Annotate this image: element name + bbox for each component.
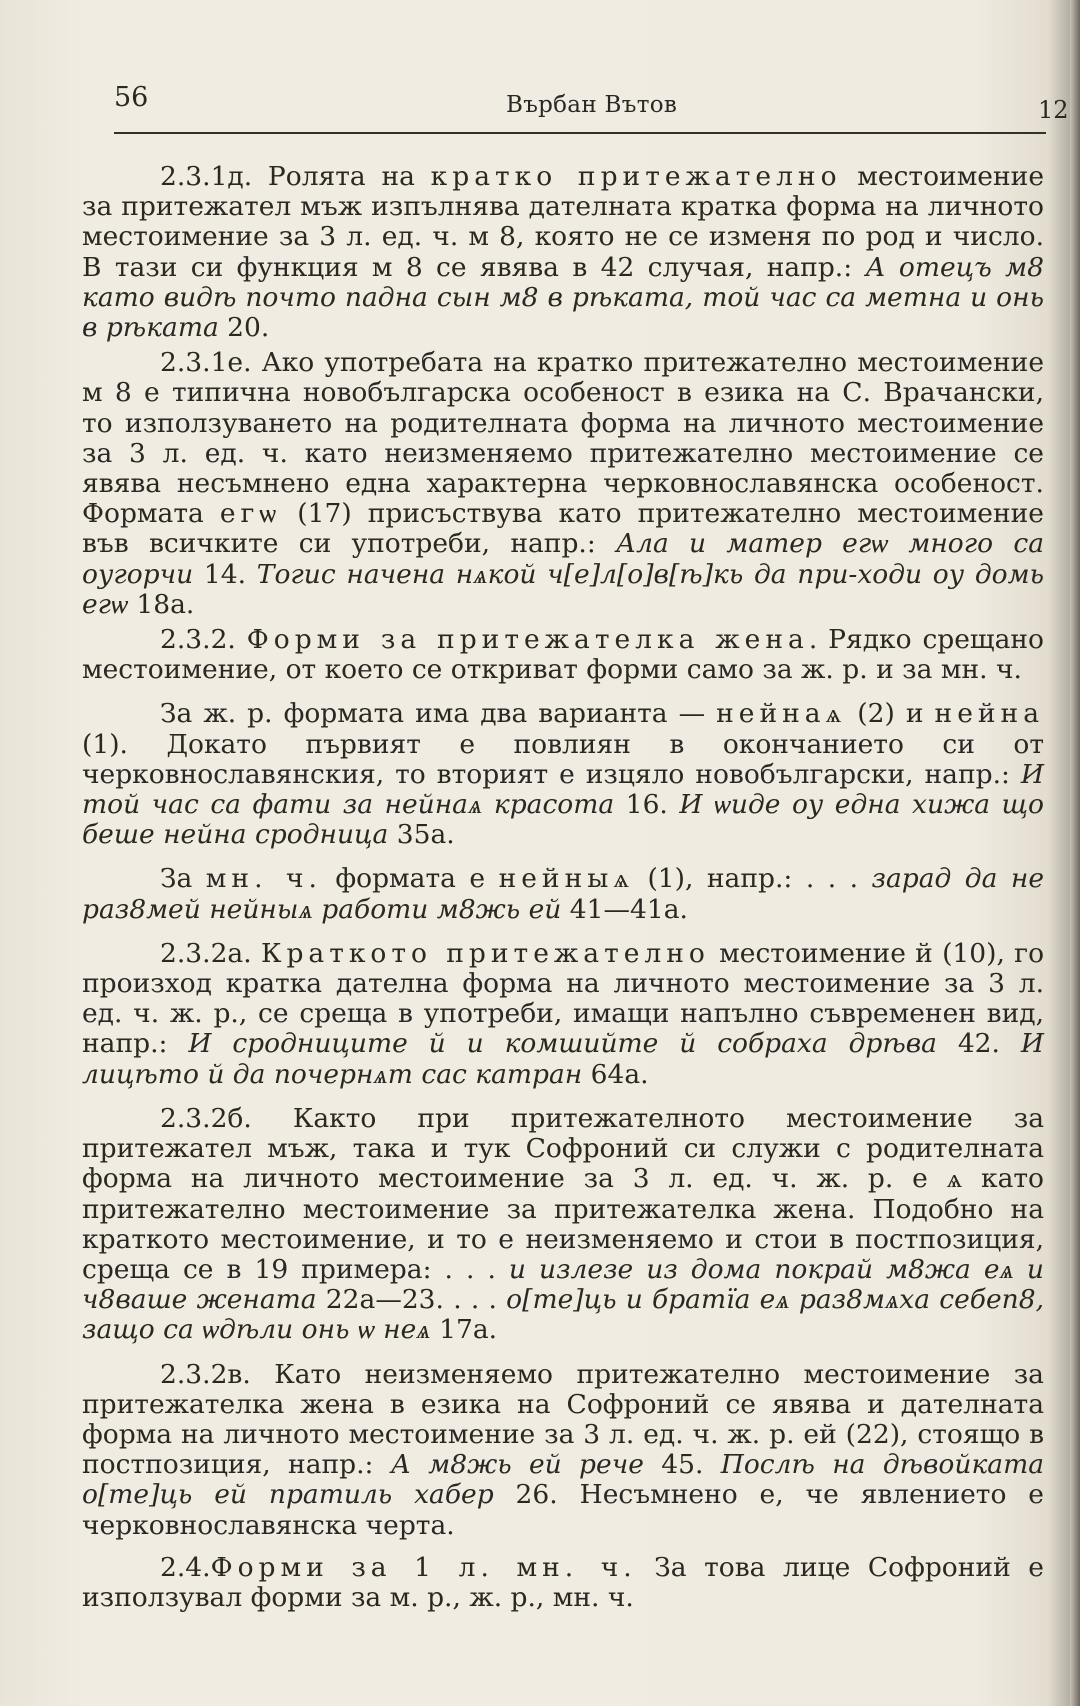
example-quote: И той час са фати за нейнаѧ красота xyxy=(82,758,1044,821)
text-run: 2.4. xyxy=(160,1551,211,1583)
spaced-term: Краткото притежателно xyxy=(260,937,710,969)
paragraph-2.3.1d xyxy=(82,162,1044,343)
body-text xyxy=(82,162,1044,1618)
page-edge-shadow xyxy=(1070,0,1080,1706)
text-run: За ж. р. формата има два варианта — xyxy=(160,698,717,730)
text-run: За xyxy=(160,863,206,895)
spaced-term: нейна xyxy=(934,698,1044,730)
page-number: 56 xyxy=(114,82,149,113)
text-run: 2.3.2в. Като неизменяемо притежателно местоимение за притежателка жена в езика на Софроний се явява и дателната форма на личното местоимение за 3 л. ед. ч. ж. р. ей (22), стоящо в постпозиция, напр.: xyxy=(82,1358,1044,1481)
spaced-term: егѡ xyxy=(219,498,282,530)
text-run: (17) присъствува като притежателно местоимение във всичките си употреби, напр.: xyxy=(82,498,1044,560)
example-quote: зарад да не раз8мей нейныѧ работи м8жь ей xyxy=(82,863,1045,925)
example-quote: Тогис начена нѧкой ч[е]л[о]в[ѣ]кь да при-ходи оу домь егѡ xyxy=(82,558,1044,620)
paragraph-2.3.1e xyxy=(82,348,1044,620)
paragraph-2.4 xyxy=(82,1553,1044,1613)
paragraph-2.3.2-pl xyxy=(82,864,1044,924)
text-run: 2.3.1е. Ако употребата на кратко притежателно местоимение м 8 е типична новобългарска особеност в езика на С. Врачански, то използуването на родителната форма на личното местоимение за 3 л. ед. ч. като неизменяемо притежателно местоимение се явява несъмнено една характерна черковнославянска особеност. Формата xyxy=(82,347,1044,530)
page-header xyxy=(114,82,1069,128)
text-run: . Рядко срещано местоимение, от което се откриват форми само за ж. р. и за мн. ч. xyxy=(82,624,1044,686)
spaced-term: Форми за 1 л. мн. ч. xyxy=(210,1551,637,1583)
text-run: (2) и xyxy=(846,698,935,730)
text-run: (1). Докато първият е повлиян в окончанието си от черковнославянския, то вторият е изцяло новобългарски, напр.: xyxy=(82,728,1044,790)
example-quote: А м8жь ей рече xyxy=(390,1449,644,1481)
paragraph-2.3.2a xyxy=(82,939,1044,1090)
text-run: 18а. xyxy=(127,588,195,620)
text-run: 20. xyxy=(218,312,270,344)
example-quote: А отецъ м8 като видѣ почто падна сын м8 в рѣката, той час са метна и онь в рѣката xyxy=(82,251,1044,344)
text-run: 26. Несъмнено е, че явлението е черковнославянска черта. xyxy=(82,1479,1044,1541)
text-run: 22а—23. . . . xyxy=(316,1284,507,1316)
text-run: 45. xyxy=(643,1449,721,1481)
text-run: За това лице Софроний е използувал форми за м. р., ж. р., мн. ч. xyxy=(82,1551,1044,1613)
spaced-term: Форми за притежателка жена xyxy=(246,624,809,656)
text-run: 14. xyxy=(193,558,257,590)
paragraph-2.3.2-fem xyxy=(82,699,1044,850)
example-quote: Послѣ на дѣвойката о[те]ць ей пратиль хабер xyxy=(82,1449,1044,1511)
text-run: 64а. xyxy=(582,1058,649,1090)
example-quote: И ѡиде оу една хижа що беше нейна сродница xyxy=(82,789,1044,851)
spaced-term: нейныѧ xyxy=(498,863,634,895)
paragraph-2.3.2v xyxy=(82,1360,1044,1541)
text-run: 2.3.2а. xyxy=(160,937,261,969)
paragraph-2.3.2b xyxy=(82,1104,1044,1346)
paragraph-2.3.2 xyxy=(82,625,1044,685)
spaced-term: кратко притежателно xyxy=(430,161,842,192)
example-quote: И лицѣто й да почернѧт сас катран xyxy=(82,1028,1044,1090)
example-quote: Ала и матер егѡ много са оугорчи xyxy=(82,528,1045,590)
text-run: (1), напр.: . . . xyxy=(633,863,872,895)
text-run: 2.3.2б. Както при притежателното местоимение за притежател мъж, така и тук Софроний си служи с родителната форма на личното местоимение за 3 л. ед. ч. ж. р. е ѧ като притежателно местоимение за притежателка жена. Подобно на краткото местоимение, и то е неизменяемо и стои в постпозиция, среща се в 19 примера: . . . xyxy=(82,1102,1044,1285)
example-quote: И сродниците й и комшийте й собраха дрѣва xyxy=(188,1028,937,1060)
text-run: 2.3.1д. Ролята на xyxy=(160,161,431,192)
running-head: Върбан Вътов xyxy=(506,92,678,118)
edge-page-number: 12 xyxy=(1038,96,1069,124)
text-run: 42. xyxy=(936,1028,1021,1060)
text-run: местоимение за притежател мъж изпълнява дателната кратка форма на личното местоимение за 3 л. ед. ч. м 8, която не се изменя по род и число. В тази си функция м 8 се явява в 42 случая, напр.: xyxy=(82,161,1044,283)
text-run: формата е xyxy=(321,863,499,895)
header-rule xyxy=(114,132,1046,134)
text-run: 35а. xyxy=(388,819,455,851)
text-run: 41—41а. xyxy=(561,893,688,925)
text-run: 17а. xyxy=(430,1314,498,1346)
text-run: местоимение й (10), го произход кратка дателна форма на личното местоимение за 3 л. ед. ч. ж. р., се среща в употреби, имащи напълно съвременен вид, напр.: xyxy=(82,937,1045,1060)
text-run: 2.3.2. xyxy=(160,624,247,656)
spaced-term: мн. ч. xyxy=(205,863,322,895)
text-run: 16. xyxy=(614,789,680,821)
spaced-term: нейнаѧ xyxy=(716,698,847,730)
example-quote: о[те]ць и братїа еѧ раз8мѧха себеп8, защо са ѡдѣли онь ѡ неѧ xyxy=(82,1284,1044,1346)
example-quote: и излезе из дома покрай м8жа еѧ и ч8ваше жената xyxy=(82,1253,1044,1316)
